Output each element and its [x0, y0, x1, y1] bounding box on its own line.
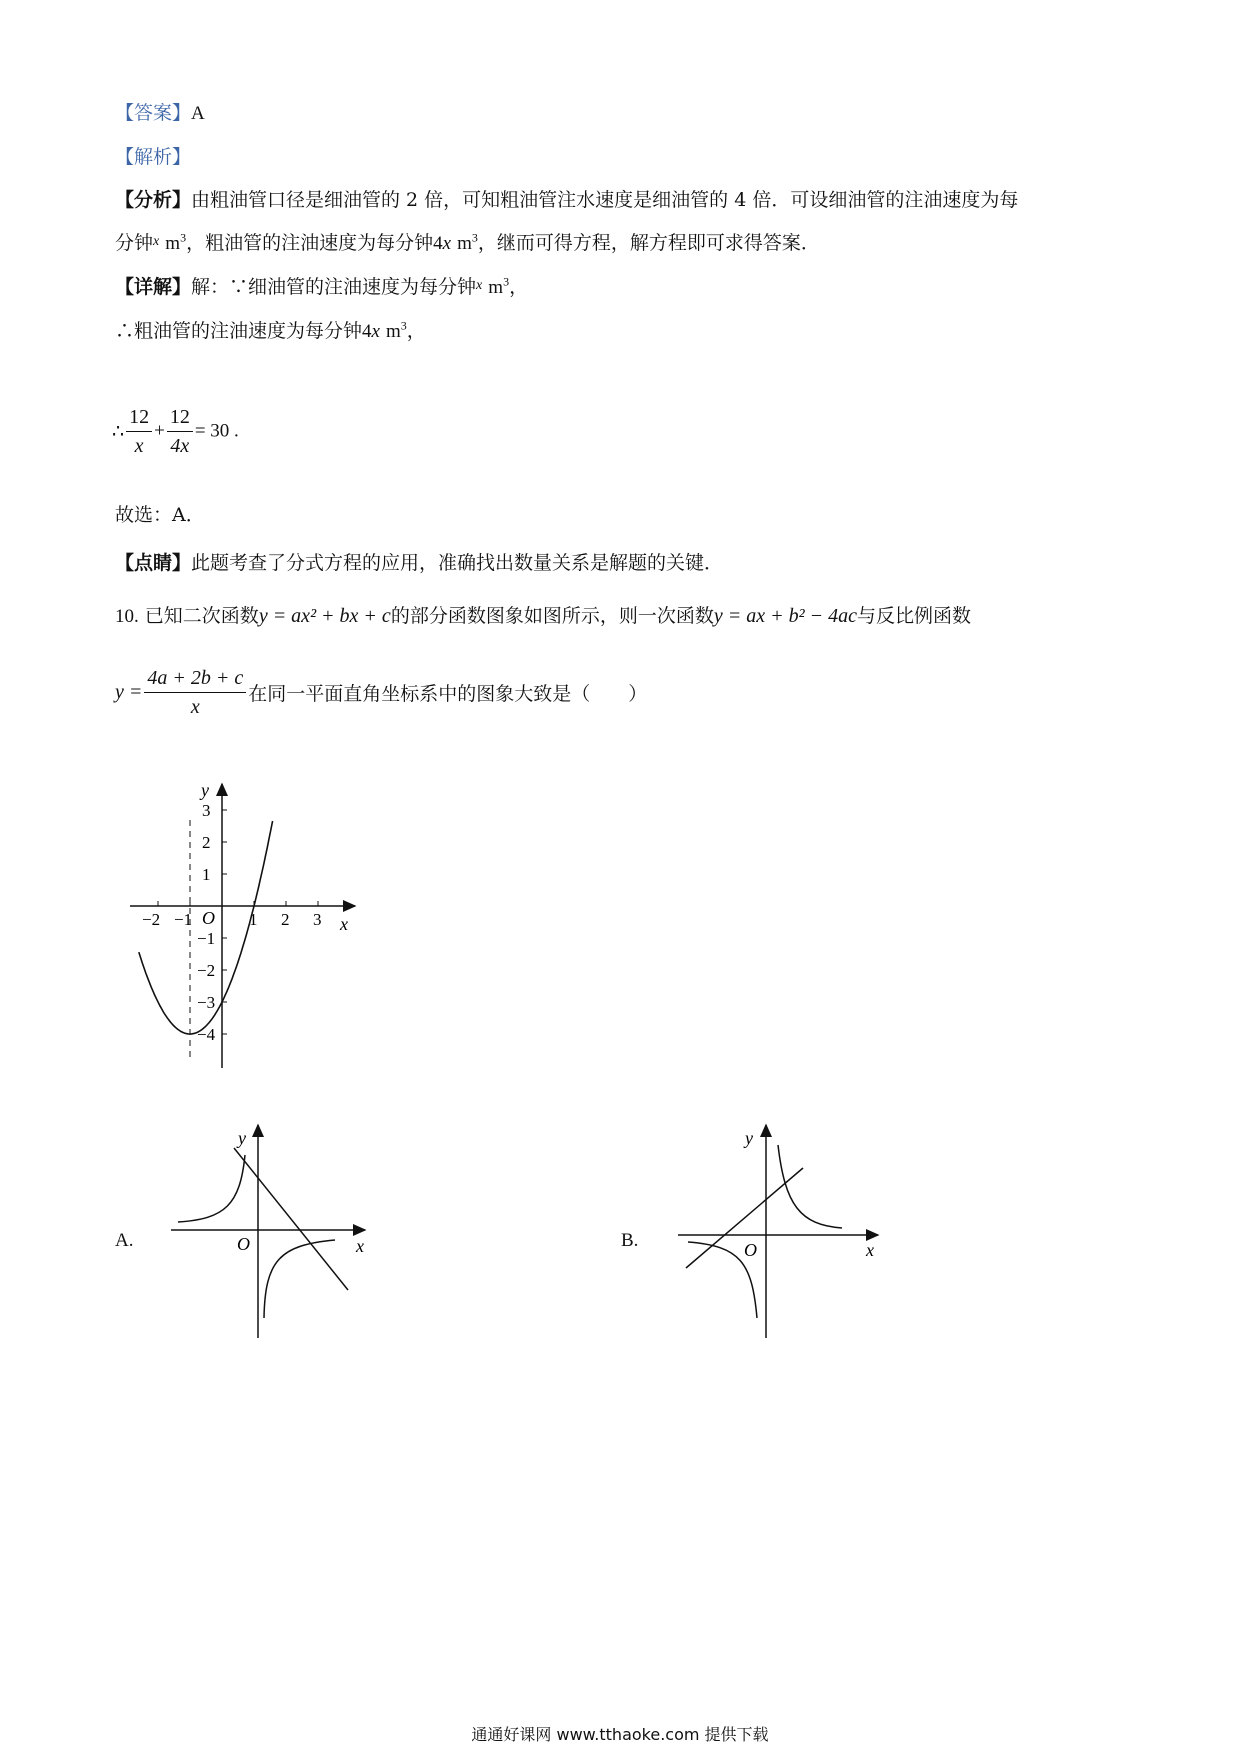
dianjing-line [115, 548, 723, 575]
xiangjie-line-2 [115, 316, 426, 343]
linear-line [234, 1148, 348, 1290]
origin-label: O [237, 1234, 250, 1254]
comma: ， [406, 320, 426, 342]
recip-den: x [190, 696, 200, 718]
fraction-12-over-x [126, 403, 152, 460]
var-x: x [476, 278, 483, 293]
fenxi-text-2c: ，继而可得方程，解方程即可求得答案． [477, 232, 820, 254]
y-tick-label: −2 [197, 961, 216, 980]
x-tick-label: −2 [142, 910, 161, 929]
y-tick-label: 2 [202, 833, 211, 852]
answer-label: 【答案】 [115, 102, 192, 124]
var-x: x [371, 321, 380, 342]
dianjing-label: 【点睛】 [115, 552, 192, 574]
quadratic-formula: y = ax² + bx + c [258, 605, 391, 627]
q10-text-1: 已知二次函数 [144, 605, 259, 627]
recip-num: 4a + 2b + c [144, 664, 246, 693]
frac1-num: 12 [126, 403, 152, 432]
fenxi-text-1: 由粗油管口径是细油管的 2 倍，可知粗油管注水速度是细油管的 4 倍．可设细油管的注油速度为每 [191, 189, 1019, 211]
fenxi-text-2a: 分钟 [115, 232, 154, 254]
unit-cube: 3 [503, 274, 510, 289]
x-axis-label: x [866, 1240, 874, 1260]
x-axis-label: x [340, 914, 348, 934]
reciprocal-fraction [144, 664, 246, 721]
coef-4: 4 [362, 321, 372, 342]
y-tick-label: −1 [197, 929, 216, 948]
unit-m: m [165, 233, 181, 254]
equation [112, 403, 239, 460]
fenxi-line-1 [115, 185, 1018, 212]
plus-sign: + [154, 420, 165, 442]
choose-line: 故选：A． [115, 504, 205, 526]
x-tick-label: 2 [281, 910, 290, 929]
answer-line [115, 98, 205, 125]
origin-label: O [202, 908, 215, 928]
linear-formula: y = ax + b² − 4ac [713, 605, 857, 627]
option-a-graph[interactable] [168, 1120, 368, 1340]
xiangjie-text-2: ∴粗油管的注油速度为每分钟 [115, 320, 363, 342]
x-tick-label: −1 [174, 910, 193, 929]
unit-m: m [386, 321, 401, 342]
unit-cube: 3 [180, 230, 187, 245]
dianjing-text: 此题考查了分式方程的应用，准确找出数量关系是解题的关键． [191, 552, 724, 574]
y-tick-label: −3 [197, 993, 216, 1012]
fenxi-text-2b: ，粗油管的注油速度为每分钟 [186, 232, 434, 254]
y-axis-label: y [745, 1128, 753, 1148]
equation-rhs: = 30 . [194, 420, 239, 442]
var-x: x [442, 233, 452, 254]
fenxi-line-2 [115, 228, 820, 255]
answer-value: A [191, 103, 205, 124]
y-tick-label: −4 [197, 1025, 216, 1044]
var-x: x [153, 234, 160, 249]
footer: 通通好课网 www.tthaoke.com 提供下载 [471, 1725, 769, 1744]
y-axis-label: y [238, 1128, 246, 1148]
y-equals: y = [115, 681, 143, 703]
q10-number: 10. [115, 606, 139, 627]
unit-m: m [488, 277, 504, 298]
coef-4: 4 [433, 233, 443, 254]
hyperbola-branch-upper-right [778, 1145, 842, 1228]
q10-line-2 [115, 664, 647, 721]
option-b-graph[interactable] [675, 1120, 885, 1340]
parabola-graph [115, 775, 375, 1075]
unit-cube: 3 [471, 230, 478, 245]
fraction-12-over-4x [167, 403, 193, 460]
y-axis-label: y [201, 780, 209, 800]
q10-text-4: 在同一平面直角坐标系中的图象大致是（ ） [248, 683, 648, 705]
q10-line-1 [115, 601, 971, 628]
origin-label: O [744, 1240, 757, 1260]
option-b-label[interactable]: B. [621, 1230, 639, 1251]
analysis-label: 【解析】 [115, 146, 192, 168]
hyperbola-branch-lower-right [264, 1240, 335, 1318]
comma: ， [509, 276, 529, 298]
x-axis-label: x [356, 1236, 364, 1256]
y-tick-label: 1 [202, 865, 211, 884]
xiangjie-text-1: 解：∵细油管的注油速度为每分钟 [191, 276, 477, 298]
fenxi-label: 【分析】 [115, 189, 192, 211]
xiangjie-label: 【详解】 [115, 276, 192, 298]
x-tick-label: 1 [249, 910, 258, 929]
therefore-symbol: ∴ [112, 420, 125, 443]
q10-text-3: 与反比例函数 [856, 605, 971, 627]
q10-text-2: 的部分函数图象如图所示，则一次函数 [390, 605, 714, 627]
unit-cube: 3 [400, 318, 407, 333]
frac1-den: x [134, 435, 144, 457]
unit-m: m [457, 233, 472, 254]
y-tick-label: 3 [202, 801, 211, 820]
frac2-num: 12 [167, 403, 193, 432]
x-tick-label: 3 [313, 910, 322, 929]
option-a-label[interactable]: A. [115, 1230, 134, 1251]
frac2-den: 4x [170, 435, 190, 457]
hyperbola-branch-upper-left [178, 1155, 245, 1222]
xiangjie-line-1 [115, 272, 528, 299]
